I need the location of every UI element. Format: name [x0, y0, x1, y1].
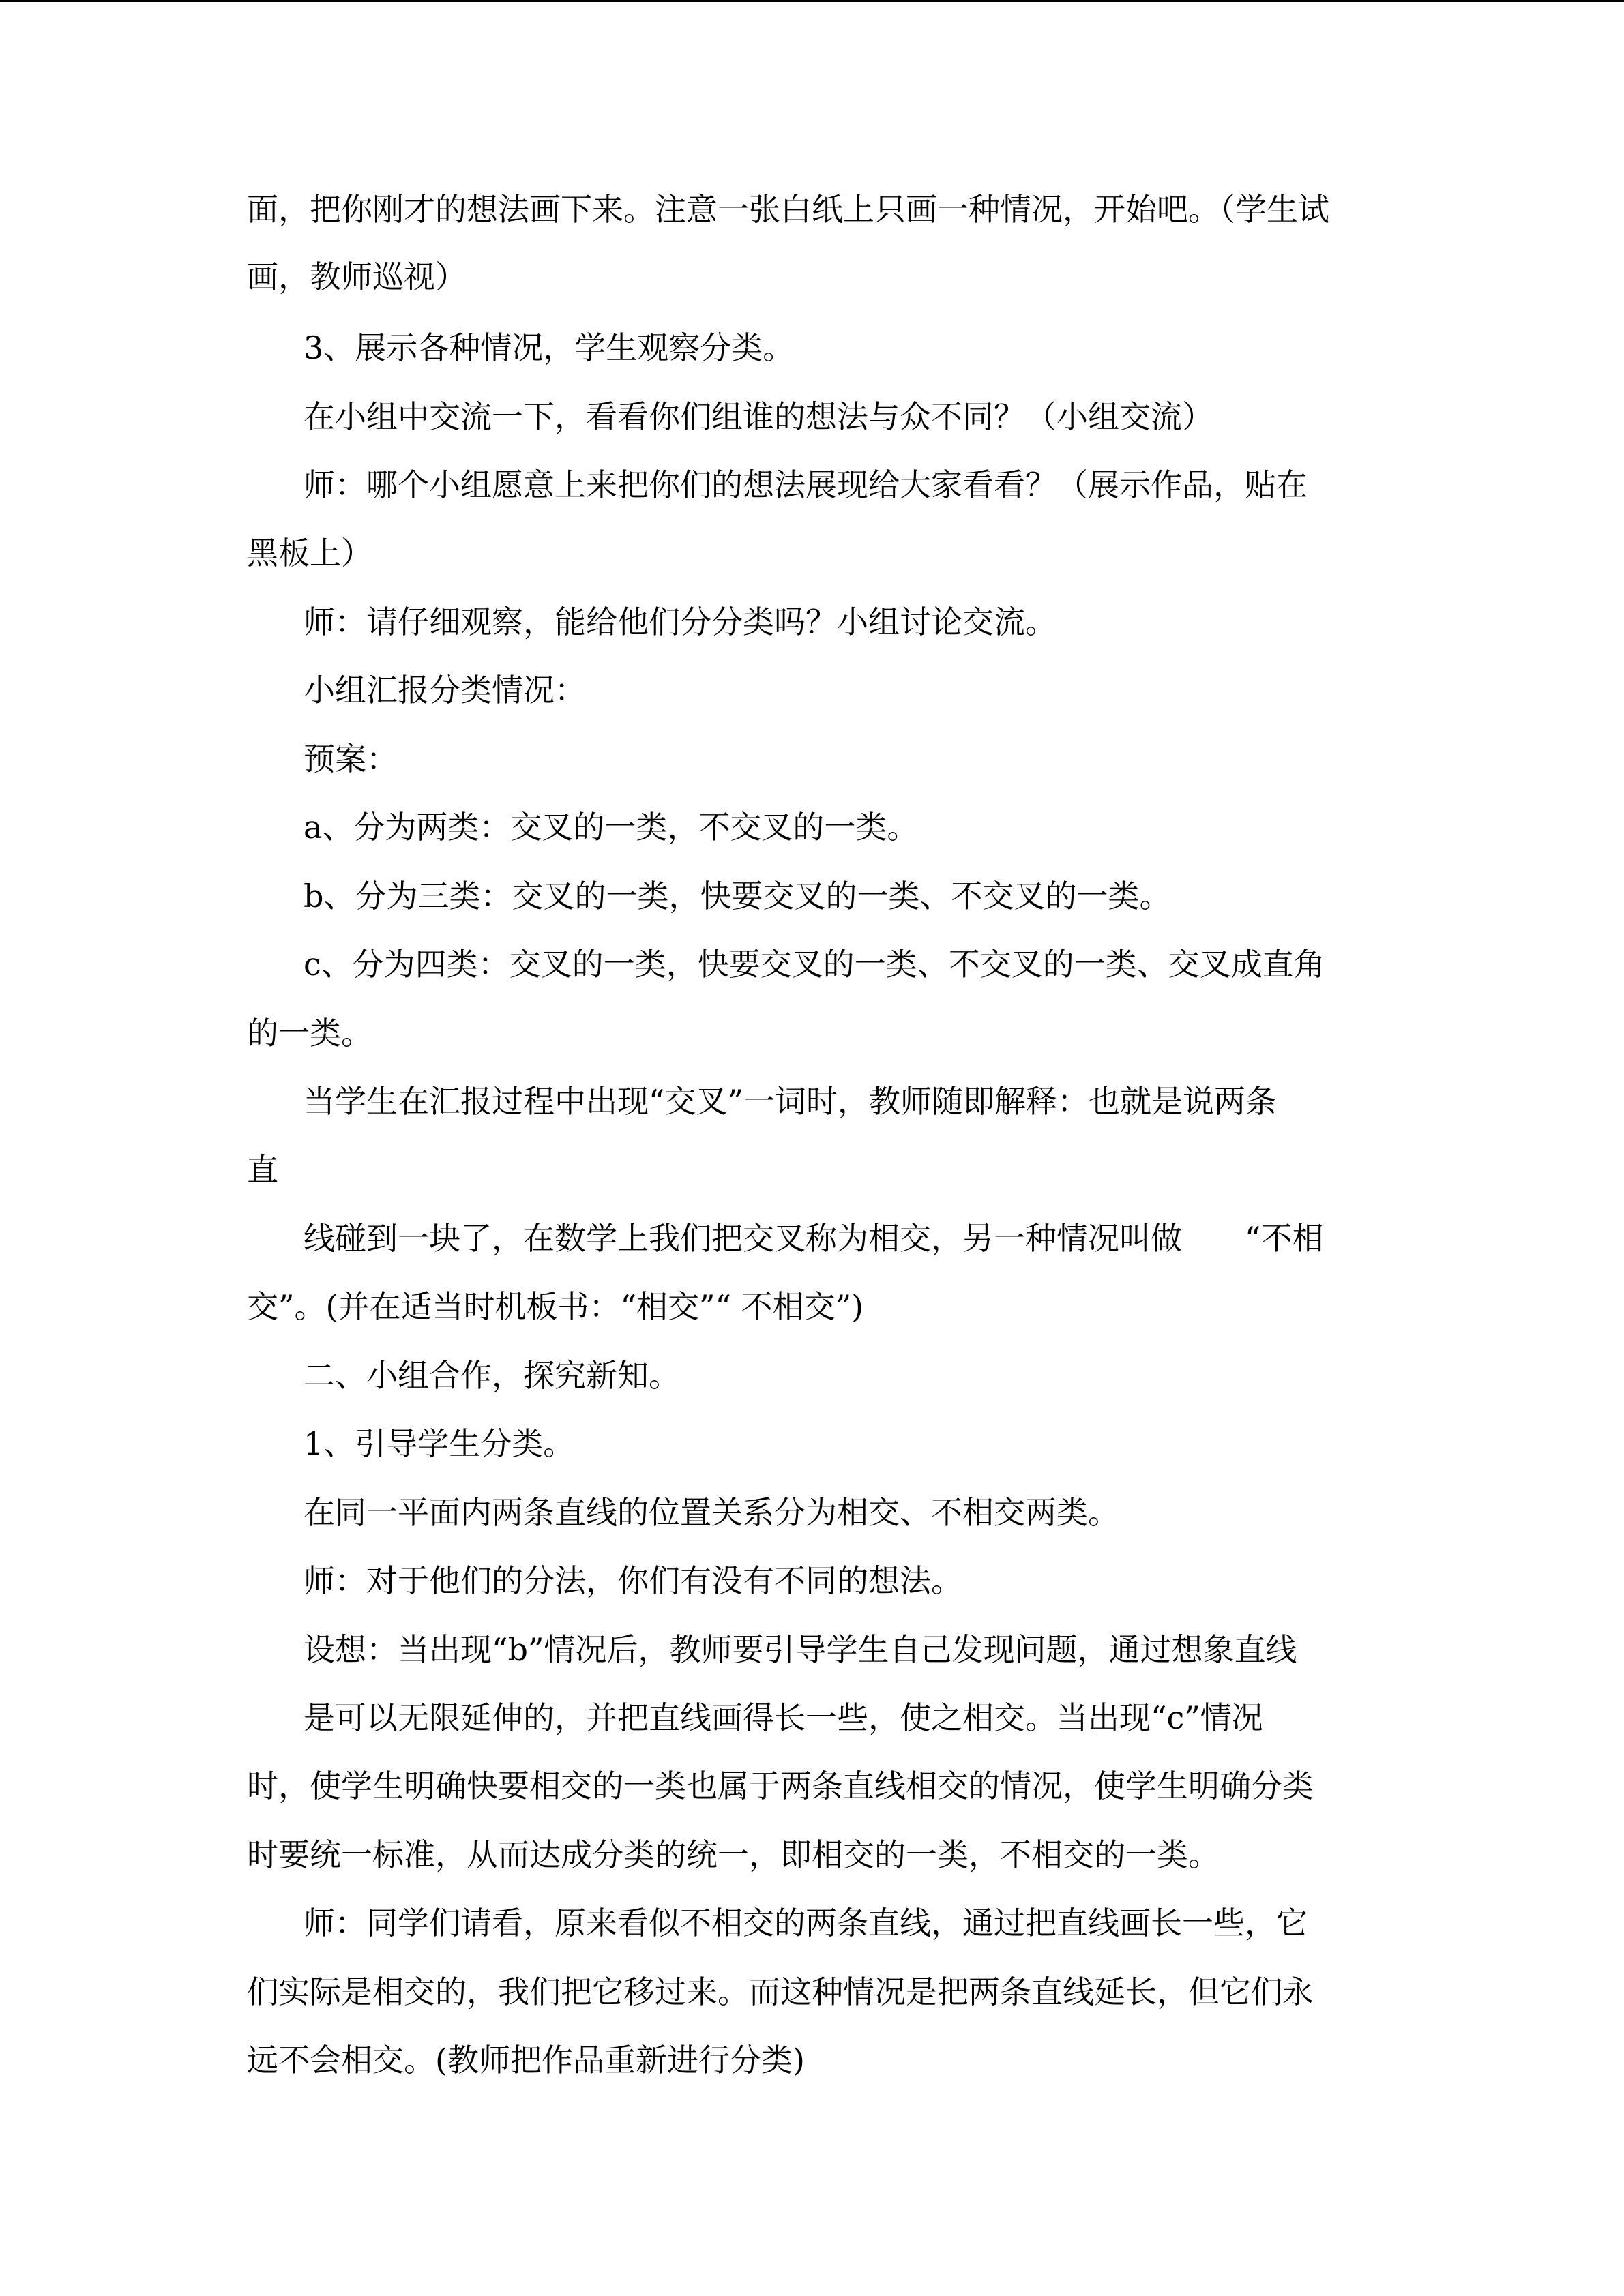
text-line: 线碰到一块了，在数学上我们把交叉称为相交，另一种情况叫做 “不相: [304, 1220, 1324, 1257]
text-line: b、分为三类：交叉的一类，快要交叉的一类、不交叉的一类。: [304, 878, 1171, 914]
text-line: 画，教师巡视）: [247, 258, 467, 295]
text-line: 师：请仔细观察，能给他们分分类吗？小组讨论交流。: [304, 603, 1057, 640]
text-line: c、分为四类：交叉的一类，快要交叉的一类、不交叉的一类、交叉成直角: [304, 946, 1325, 983]
text-line: 交”。(并在适当时机板书：“相交”“ 不相交”): [247, 1288, 864, 1325]
text-line: 是可以无限延伸的，并把直线画得长一些，使之相交。当出现“c”情况: [304, 1699, 1263, 1736]
text-line: 师：同学们请看，原来看似不相交的两条直线，通过把直线画长一些，它: [304, 1905, 1308, 1941]
text-line: 的一类。: [247, 1015, 372, 1052]
text-line: 设想：当出现“b”情况后，教师要引导学生自己发现问题，通过想象直线: [304, 1631, 1297, 1668]
text-line: 面，把你刚才的想法画下来。注意一张白纸上只画一种情况，开始吧。（学生试: [247, 191, 1329, 228]
text-line: 时要统一标准，从而达成分类的统一，即相交的一类，不相交的一类。: [247, 1836, 1220, 1873]
text-line: 预案：: [304, 741, 398, 777]
text-line: 3、展示各种情况，学生观察分类。: [304, 329, 795, 366]
text-line: 在小组中交流一下，看看你们组谁的想法与众不同？（小组交流）: [304, 398, 1213, 435]
text-line: 时，使学生明确快要相交的一类也属于两条直线相交的情况，使学生明确分类: [247, 1768, 1314, 1804]
text-line: 黑板上）: [247, 535, 372, 571]
text-line: 小组汇报分类情况：: [304, 672, 586, 709]
text-line: 直: [247, 1151, 278, 1188]
text-line: a、分为两类：交叉的一类，不交叉的一类。: [304, 809, 919, 846]
text-line: 们实际是相交的，我们把它移过来。而这种情况是把两条直线延长，但它们永: [247, 1973, 1314, 2010]
text-line: 1、引导学生分类。: [304, 1425, 575, 1462]
text-line: 当学生在汇报过程中出现“交叉”一词时，教师随即解释：也就是说两条: [304, 1083, 1278, 1120]
text-line: 在同一平面内两条直线的位置关系分为相交、不相交两类。: [304, 1494, 1119, 1531]
text-line: 二、小组合作，探究新知。: [304, 1357, 680, 1394]
text-line: 远不会相交。(教师把作品重新进行分类): [247, 2042, 805, 2078]
text-line: 师：哪个小组愿意上来把你们的想法展现给大家看看？（展示作品，贴在: [304, 466, 1308, 503]
text-line: 师：对于他们的分法，你们有没有不同的想法。: [304, 1562, 962, 1599]
